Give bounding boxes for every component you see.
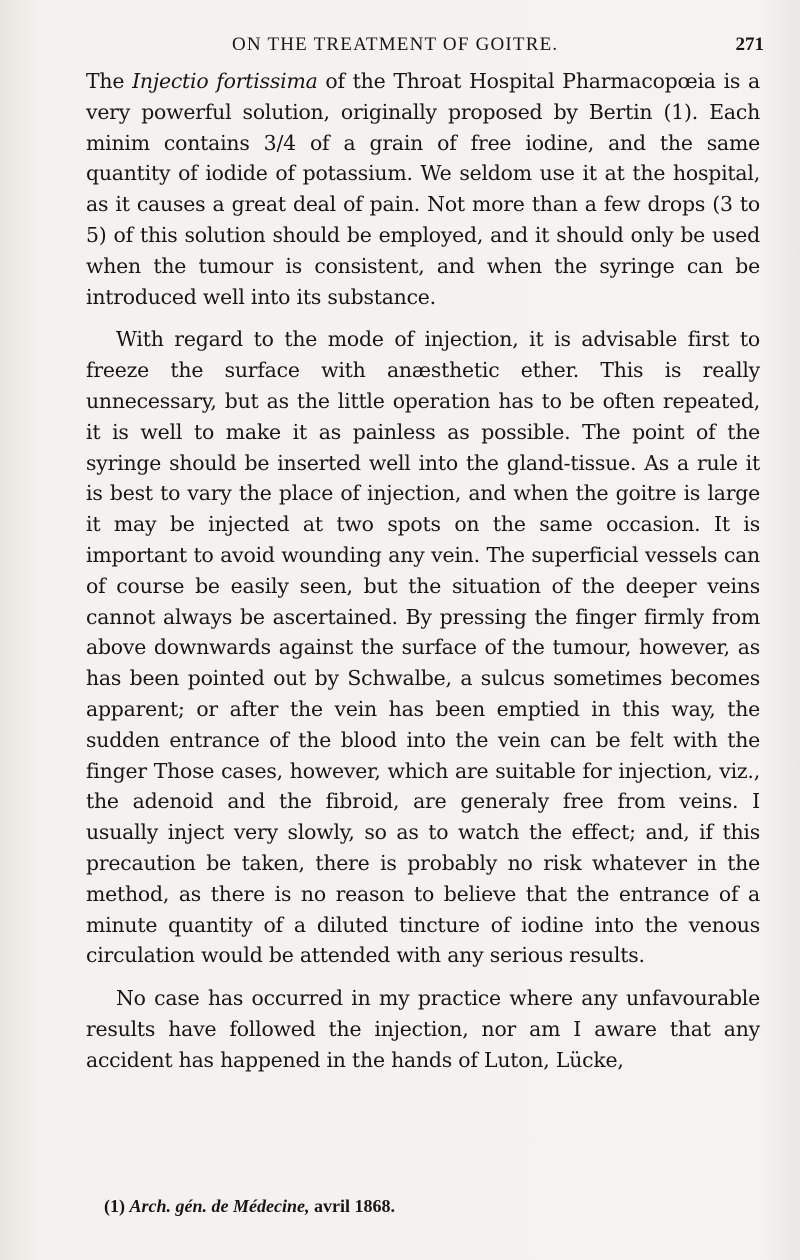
footnote-journal: Arch. gén. de Médecine,	[129, 1196, 310, 1216]
running-head: ON THE TREATMENT OF GOITRE.	[232, 34, 559, 55]
footnote-marker: (1)	[104, 1196, 130, 1216]
paragraph-2: With regard to the mode of injection, it is advisable first to freeze the surface with anæsthetic ether. This is really unnecessary, but as the little operation has to be often repeated, it is well to make it as painless as possible. The point of the syringe should be inserted well into the gland-tissue. As a rule it is best to vary the place of injection, and when the goitre is large it may be injected at two spots on the same occasion. It is important to avoid wounding any vein. The superficial vessels can of course be easily seen, but the situation of the deeper veins cannot always be ascertained. By pressing the finger firmly from above downwards against the surface of the tumour, however, as has been pointed out by Schwalbe, a sulcus sometimes becomes apparent; or after the vein has been emptied in this way, the sudden entrance of the blood into the vein can be felt with the finger Those cases, however, which are suitable for injection, viz., the adenoid and the fibroid, are generaly free from veins. I usually inject very slowly, so as to watch the effect; and, if this precaution be taken, there is probably no risk whatever in the method, as there is no reason to believe that the entrance of a minute quantity of a diluted tincture of iodine into the venous circulation would be attended with any serious results.	[86, 327, 760, 968]
paragraph-1-lead: The	[86, 69, 133, 93]
footnote	[104, 1196, 395, 1217]
body-text	[86, 66, 760, 1076]
page-header	[86, 34, 764, 58]
paragraph-1-italic-term: Injectio fortissima	[132, 69, 318, 93]
paragraph-1	[86, 66, 760, 312]
paragraph-3: No case has occurred in my practice where any unfavourable results have followed the injection, nor am I aware that any accident has happened in the hands of Luton, Lücke,	[86, 986, 760, 1072]
page-number: 271	[735, 34, 764, 55]
footnote-date: avril 1868.	[309, 1196, 395, 1216]
paragraph-1-rest: of the Throat Hospital Pharmacopœia is a very powerful solution, originally proposed by Bertin (1). Each minim contains 3/4 of a grain of free iodine, and the same quantity of iodide of potassium. We seldom use it at the hospital, as it causes a great deal of pain. Not more than a few drops (3 to 5) of this solution should be employed, and it should only be used when the tumour is consistent, and when the syringe can be introduced well into its substance.	[86, 69, 761, 309]
